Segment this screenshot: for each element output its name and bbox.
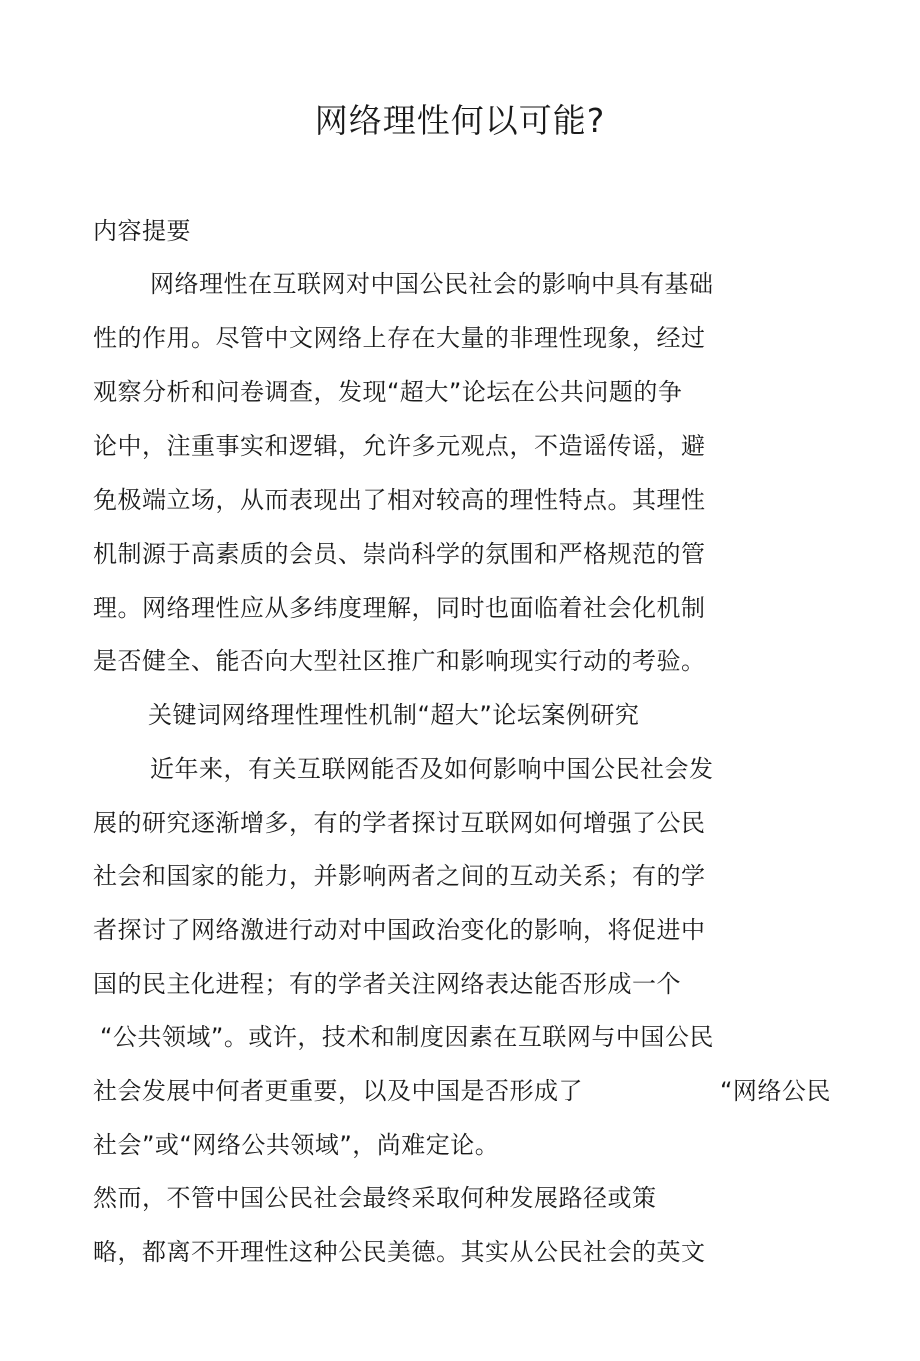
paragraph-line: 社会”或“网络公共领域”，尚难定论。 [93, 1131, 500, 1159]
paragraph-line: 机制源于高素质的会员、崇尚科学的氛围和严格规范的管 [93, 540, 706, 568]
paragraph-line: 性的作用。尽管中文网络上存在大量的非理性现象，经过 [93, 324, 706, 352]
section-heading: 内容提要 [93, 217, 191, 245]
paragraph-line-continued: “网络公民 [720, 1077, 831, 1105]
paragraph-line: 社会发展中何者更重要，以及中国是否形成了 [93, 1077, 583, 1105]
paragraph-line: 然而，不管中国公民社会最终采取何种发展路径或策 [93, 1184, 657, 1212]
paragraph-line: 略，都离不开理性这种公民美德。其实从公民社会的英文 [93, 1238, 706, 1266]
paragraph-line: 近年来，有关互联网能否及如何影响中国公民社会发 [150, 755, 714, 783]
paragraph-line: 免极端立场，从而表现出了相对较高的理性特点。其理性 [93, 486, 706, 514]
document-title: 网络理性何以可能? [314, 101, 606, 140]
keywords-line: 关键词网络理性理性机制“超大”论坛案例研究 [148, 701, 640, 729]
paragraph-line: 理。网络理性应从多纬度理解，同时也面临着社会化机制 [93, 594, 706, 622]
paragraph-line: 展的研究逐渐增多，有的学者探讨互联网如何增强了公民 [93, 809, 706, 837]
paragraph-line: 观察分析和问卷调查，发现“超大”论坛在公共问题的争 [93, 378, 683, 406]
paragraph-line: 国的民主化进程；有的学者关注网络表达能否形成一个 [93, 970, 681, 998]
paragraph-line: 论中，注重事实和逻辑，允许多元观点，不造谣传谣，避 [93, 432, 706, 460]
paragraph-line: 网络理性在互联网对中国公民社会的影响中具有基础 [150, 270, 714, 298]
paragraph-line: 者探讨了网络激进行动对中国政治变化的影响，将促进中 [93, 916, 706, 944]
paragraph-line: 是否健全、能否向大型社区推广和影响现实行动的考验。 [93, 647, 706, 675]
paragraph-line: 社会和国家的能力，并影响两者之间的互动关系；有的学 [93, 862, 706, 890]
paragraph-line: “公共领域”。或许，技术和制度因素在互联网与中国公民 [100, 1023, 714, 1051]
